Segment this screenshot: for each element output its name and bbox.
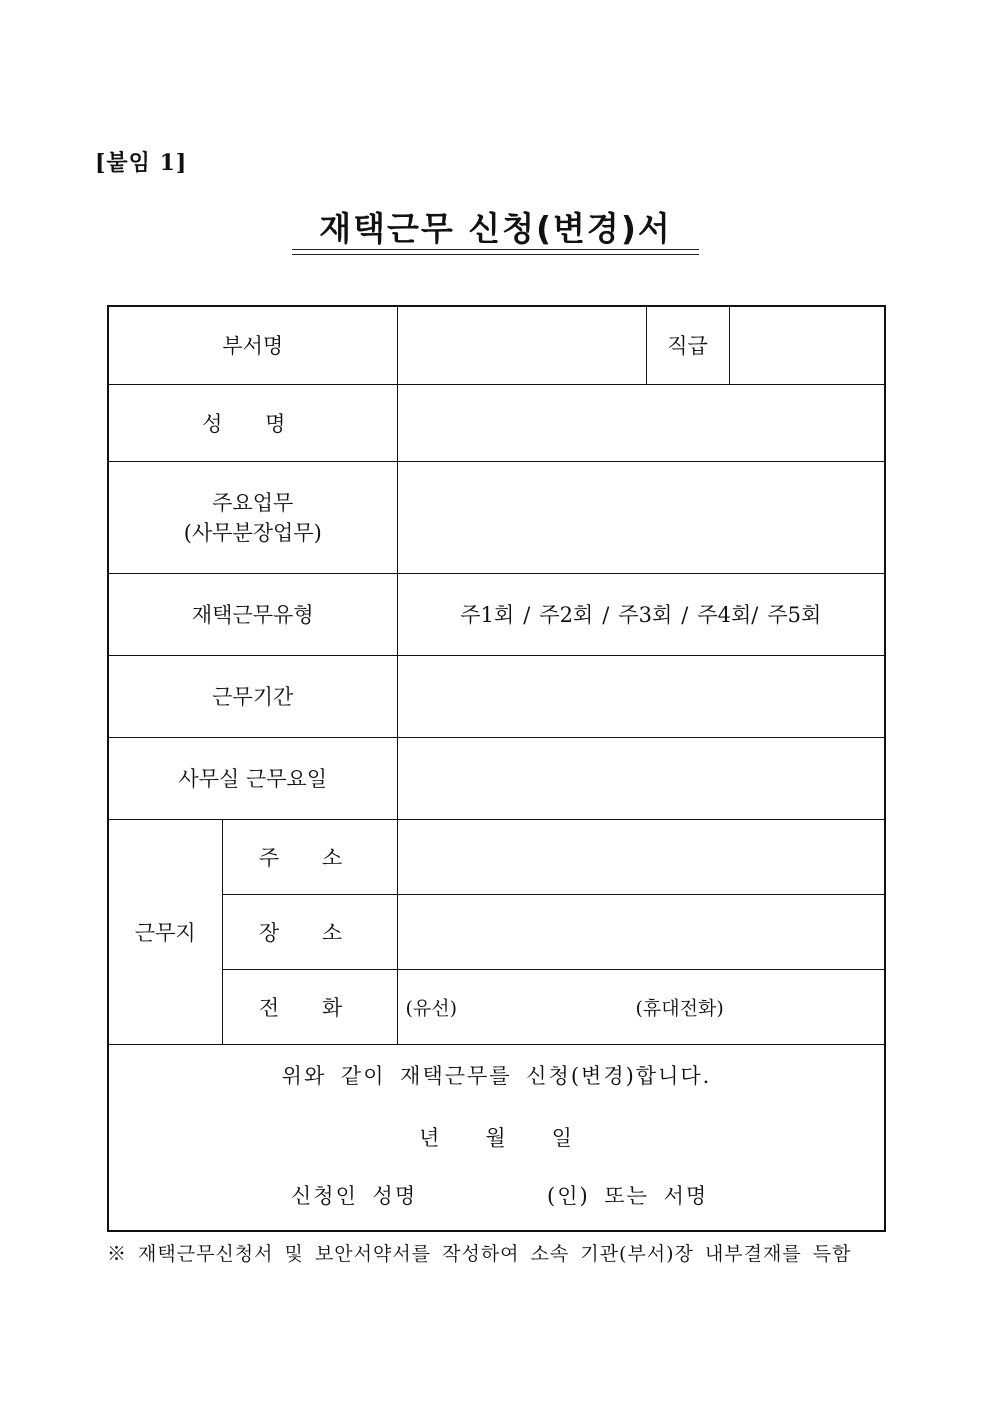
signature-label: (인) 또는 서명 xyxy=(547,1183,709,1208)
row-place xyxy=(108,894,885,969)
office-days-label: 사무실 근무요일 xyxy=(108,737,397,819)
row-type xyxy=(108,573,885,655)
period-label: 근무기간 xyxy=(108,655,397,737)
row-main-duty xyxy=(108,461,885,573)
phone-wired-label: (유선) xyxy=(405,997,458,1019)
date-year: 년 xyxy=(419,1125,442,1150)
phone-label: 전 화 xyxy=(222,969,397,1044)
name-label: 성 명 xyxy=(108,384,397,461)
type-option-5[interactable]: 주5회 xyxy=(767,603,822,627)
row-phone xyxy=(108,969,885,1044)
row-office-days xyxy=(108,737,885,819)
name-input-cell[interactable] xyxy=(397,384,885,461)
place-input-cell[interactable] xyxy=(397,894,885,969)
address-label: 주 소 xyxy=(222,819,397,894)
document-title: 재택근무 신청(변경)서 xyxy=(319,209,672,248)
main-duty-label xyxy=(108,461,397,573)
title-underline-top xyxy=(292,249,699,250)
type-option-4[interactable]: 주4회 xyxy=(697,603,752,627)
department-input-cell[interactable] xyxy=(397,306,646,384)
title-block xyxy=(292,203,699,256)
type-options: 주1회 / 주2회 / 주3회 / 주4회/ 주5회 xyxy=(397,573,885,655)
phone-mobile-label: (휴대전화) xyxy=(635,997,724,1019)
workplace-label: 근무지 xyxy=(108,819,222,1044)
title-underline-bottom xyxy=(292,254,699,255)
row-period xyxy=(108,655,885,737)
main-duty-label-line2: (사무분장업무) xyxy=(183,521,322,545)
applicant-name-label: 신청인 성명 xyxy=(291,1183,418,1208)
office-days-input-cell[interactable] xyxy=(397,737,885,819)
date-month: 월 xyxy=(485,1125,508,1150)
phone-input-cell[interactable] xyxy=(397,969,885,1044)
place-label: 장 소 xyxy=(222,894,397,969)
application-form-table xyxy=(107,305,886,1232)
row-address xyxy=(108,819,885,894)
date-day: 일 xyxy=(551,1125,574,1150)
type-option-3[interactable]: 주3회 xyxy=(618,603,673,627)
row-name xyxy=(108,384,885,461)
row-department xyxy=(108,306,885,384)
declaration-cell xyxy=(108,1044,885,1231)
period-input-cell[interactable] xyxy=(397,655,885,737)
declaration-date xyxy=(109,1122,884,1152)
type-option-2[interactable]: 주2회 xyxy=(539,603,594,627)
main-duty-input-cell[interactable] xyxy=(397,461,885,573)
department-label: 부서명 xyxy=(108,306,397,384)
row-declaration xyxy=(108,1044,885,1231)
grade-label: 직급 xyxy=(646,306,729,384)
attachment-label: [붙임 1] xyxy=(95,150,188,176)
declaration-statement: 위와 같이 재택근무를 신청(변경)합니다. xyxy=(281,1063,712,1088)
footnote: ※ 재택근무신청서 및 보안서약서를 작성하여 소속 기관(부서)장 내부결재를 득함 xyxy=(107,1243,852,1265)
type-label: 재택근무유형 xyxy=(108,573,397,655)
main-duty-label-line1: 주요업무 xyxy=(212,491,294,515)
address-input-cell[interactable] xyxy=(397,819,885,894)
type-option-1[interactable]: 주1회 xyxy=(460,603,515,627)
grade-input-cell[interactable] xyxy=(729,306,885,384)
